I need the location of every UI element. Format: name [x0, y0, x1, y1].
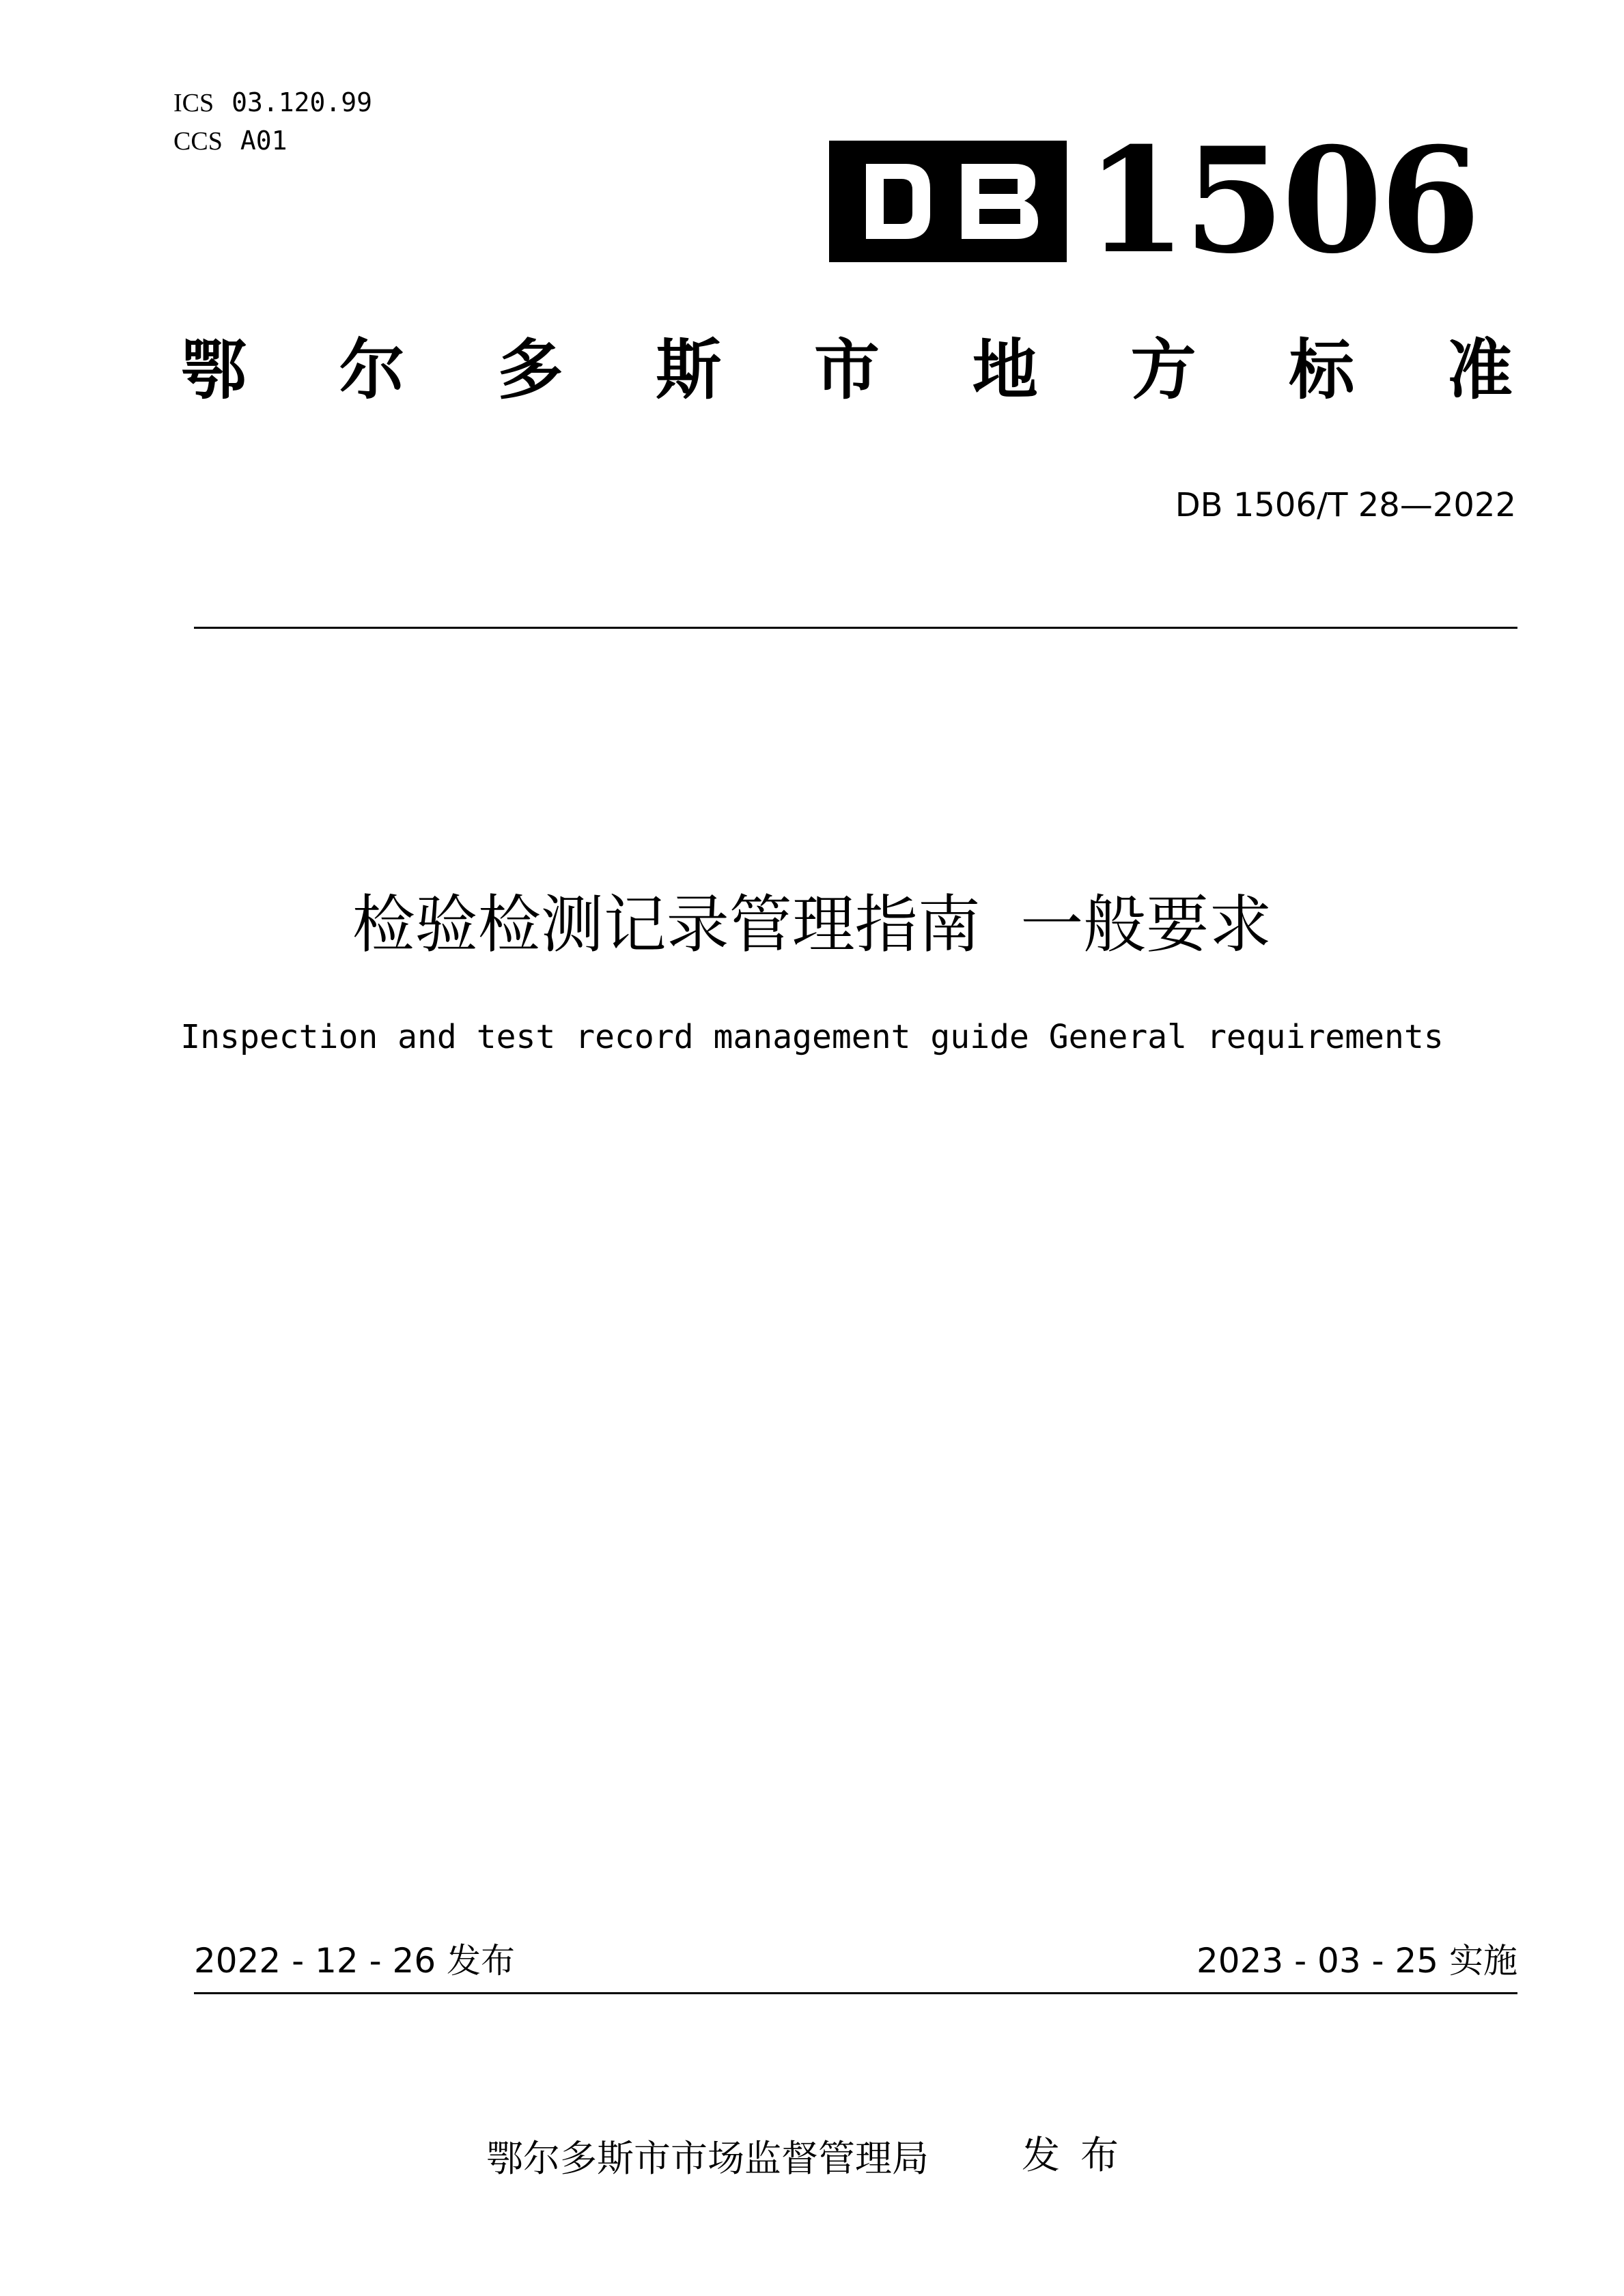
standard-title-char: 多: [497, 332, 563, 408]
standard-title-char: 市: [814, 332, 880, 408]
standard-title-char: 准: [1447, 332, 1513, 408]
ccs-line: [173, 126, 287, 156]
standard-title-char: 标: [1289, 332, 1355, 408]
ccs-label: CCS: [173, 127, 223, 156]
standard-code: DB 1506/T 28—2022: [1175, 486, 1516, 524]
publish-verb: 发布: [1022, 2134, 1139, 2178]
document-title-en: Inspection and test record management guide General requirements: [180, 1018, 1444, 1056]
bottom-divider: [194, 1992, 1517, 1994]
ics-value: 03.120.99: [232, 87, 373, 117]
implement-date: 2023 - 03 - 25 实施: [1196, 1941, 1517, 1981]
document-title-cn: 检验检测记录管理指南 一般要求: [352, 888, 1272, 961]
ics-label: ICS: [173, 89, 214, 117]
publisher-name: 鄂尔多斯市市场监督管理局: [486, 2137, 929, 2180]
standard-title-char: 尔: [339, 332, 405, 408]
standard-title: [176, 329, 1517, 411]
region-code: 1506: [1086, 115, 1479, 285]
standard-title-char: 地: [972, 332, 1038, 408]
standard-title-char: 斯: [656, 332, 722, 408]
standard-title-char: 鄂: [181, 332, 247, 408]
publish-date: 2022 - 12 - 26 发布: [194, 1941, 516, 1981]
top-divider: [194, 627, 1517, 629]
ics-line: [173, 87, 372, 118]
db-logo-mark: [829, 141, 1067, 262]
db-logo-icon: [829, 141, 1067, 262]
standard-title-char: 方: [1130, 332, 1196, 408]
ccs-value: A01: [240, 126, 288, 156]
